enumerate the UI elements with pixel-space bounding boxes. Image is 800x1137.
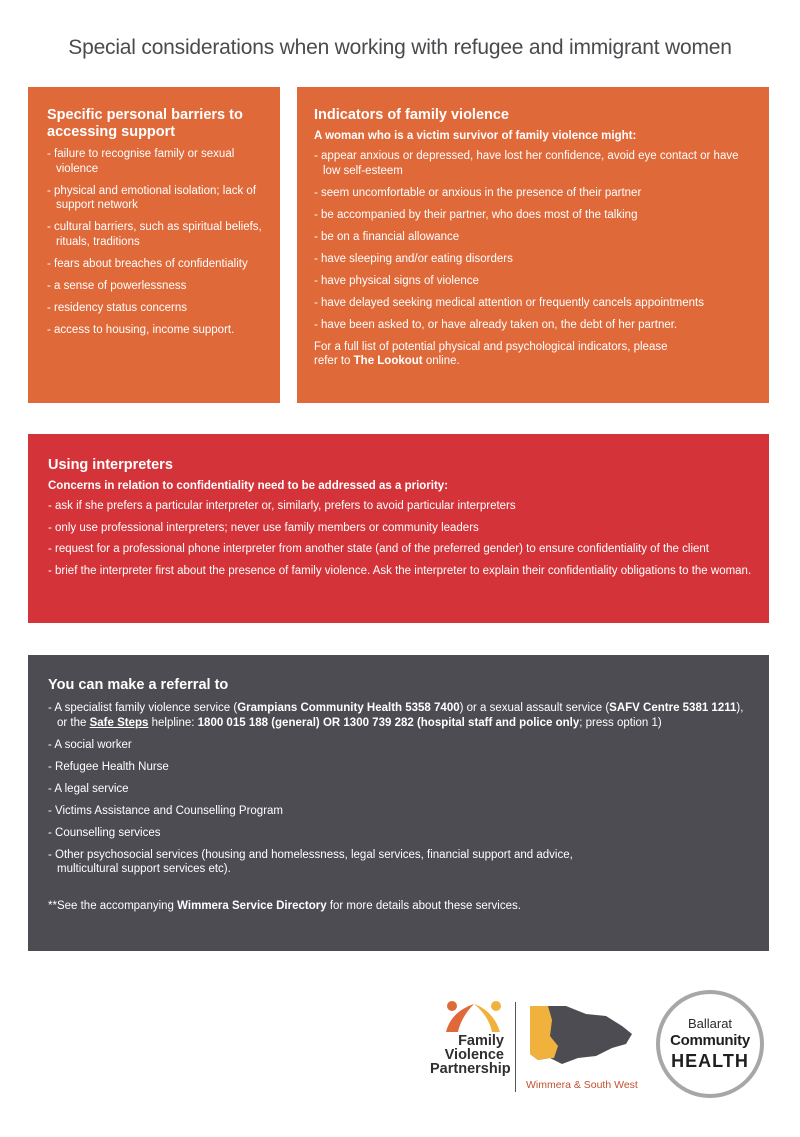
barriers-panel (28, 87, 280, 403)
list-item: - seem uncomfortable or anxious in the presence of their partner (314, 186, 642, 199)
indicators-heading: Indicators of family violence (314, 107, 509, 123)
service-directory-link[interactable]: Wimmera Service Directory (177, 899, 327, 912)
lookout-link[interactable]: The Lookout (353, 355, 423, 367)
list-item: - appear anxious or depressed, have lost her confidence, avoid eye contact or have low self-esteem (314, 150, 739, 177)
list-item: - brief the interpreter first about the presence of family violence. Ask the interpreter to explain their confidentiality obligations to the woman. (48, 564, 752, 577)
referral-text: - A specialist family violence service ( (48, 702, 238, 714)
list-item: - Refugee Health Nurse (48, 760, 169, 773)
list-item: - request for a professional phone interpreter from another state (and of the preferred gender) to ensure confidentiality of the client (48, 543, 709, 555)
list-item: - A legal service (48, 782, 129, 795)
list-item: - failure to recognise family or sexual violence (47, 148, 235, 175)
list-item: - a sense of powerlessness (47, 279, 187, 292)
indicators-panel (297, 87, 769, 403)
helpline-numbers: 1800 015 188 (general) OR 1300 739 282 (hospital staff and police only (197, 716, 580, 729)
fvp-logo-icon (440, 998, 506, 1034)
list-item: - A social worker (48, 738, 132, 751)
referral-text: helpline: (148, 716, 198, 729)
indicators-list (314, 149, 755, 332)
ballarat-community-health-logo (656, 990, 764, 1098)
list-item: - access to housing, income support. (47, 323, 235, 336)
referral-list (48, 701, 755, 877)
referral-text: ), or the (57, 702, 744, 729)
fvp-line: Violence (444, 1047, 504, 1063)
interpreters-panel (28, 434, 769, 623)
referral-note-text: **See the accompanying (48, 899, 178, 912)
region-label: Wimmera & South West (526, 1079, 638, 1091)
list-item: - cultural barriers, such as spiritual beliefs, rituals, traditions (47, 221, 262, 248)
list-item: - residency status concerns (47, 301, 187, 314)
interpreters-lead: Concerns in relation to confidentiality need to be addressed as a priority: (48, 480, 449, 492)
fvp-line: Family (458, 1033, 504, 1049)
indicators-footer-text: For a full list of potential physical and psychological indicators, please refer to (314, 340, 668, 367)
referral-panel (28, 655, 769, 951)
indicators-footer (314, 340, 674, 369)
fvp-line: Partnership (430, 1061, 511, 1077)
interpreters-heading: Using interpreters (48, 457, 173, 473)
indicators-footer-end: online. (422, 355, 460, 367)
bch-line: Community (670, 1032, 750, 1049)
list-item: - have sleeping and/or eating disorders (314, 252, 513, 265)
interpreters-list (48, 499, 755, 578)
list-item: - Other psychosocial services (housing and homelessness, legal services, financial support and advice, multicultural support services etc). (48, 848, 573, 875)
logo-divider (515, 1002, 516, 1092)
barriers-list (47, 147, 266, 337)
referral-heading: You can make a referral to (48, 677, 229, 693)
referral-note-end: for more details about these services. (326, 899, 521, 912)
barriers-heading: Specific personal barriers to accessing support (47, 107, 243, 140)
bch-line: Ballarat (687, 1016, 733, 1031)
list-item: - Counselling services (48, 826, 161, 839)
list-item: - only use professional interpreters; never use family members or community leaders (48, 521, 479, 534)
list-item: - be on a financial allowance (314, 230, 460, 243)
referral-text: ) or a sexual assault service ( (459, 702, 610, 714)
victoria-map-icon (526, 1000, 636, 1072)
list-item: - physical and emotional isolation; lack of support network (47, 184, 257, 211)
page-title: Special considerations when working with refugee and immigrant women (68, 36, 732, 59)
list-item: - ask if she prefers a particular interpreter or, similarly, prefers to avoid particular interpreters (48, 500, 516, 512)
list-item (48, 701, 755, 730)
list-item: - fears about breaches of confidentiality (47, 257, 248, 270)
list-item: - be accompanied by their partner, who does most of the talking (314, 208, 638, 221)
bch-line: HEALTH (671, 1051, 749, 1071)
list-item: - Victims Assistance and Counselling Program (48, 804, 284, 817)
referral-note (48, 899, 755, 914)
referral-text: ; press option 1) (579, 716, 662, 729)
grampians-contact: Grampians Community Health 5358 7400 (237, 702, 460, 714)
list-item: - have physical signs of violence (314, 274, 479, 287)
safe-steps-link[interactable]: Safe Steps (89, 716, 149, 729)
fvp-logo-text (430, 1033, 511, 1077)
indicators-lead: A woman who is a victim survivor of family violence might: (314, 130, 637, 142)
list-item: - have delayed seeking medical attention or frequently cancels appointments (314, 296, 704, 309)
safv-contact: SAFV Centre 5381 1211 (609, 702, 737, 714)
logo-area (430, 990, 780, 1100)
list-item: - have been asked to, or have already taken on, the debt of her partner. (314, 318, 678, 331)
